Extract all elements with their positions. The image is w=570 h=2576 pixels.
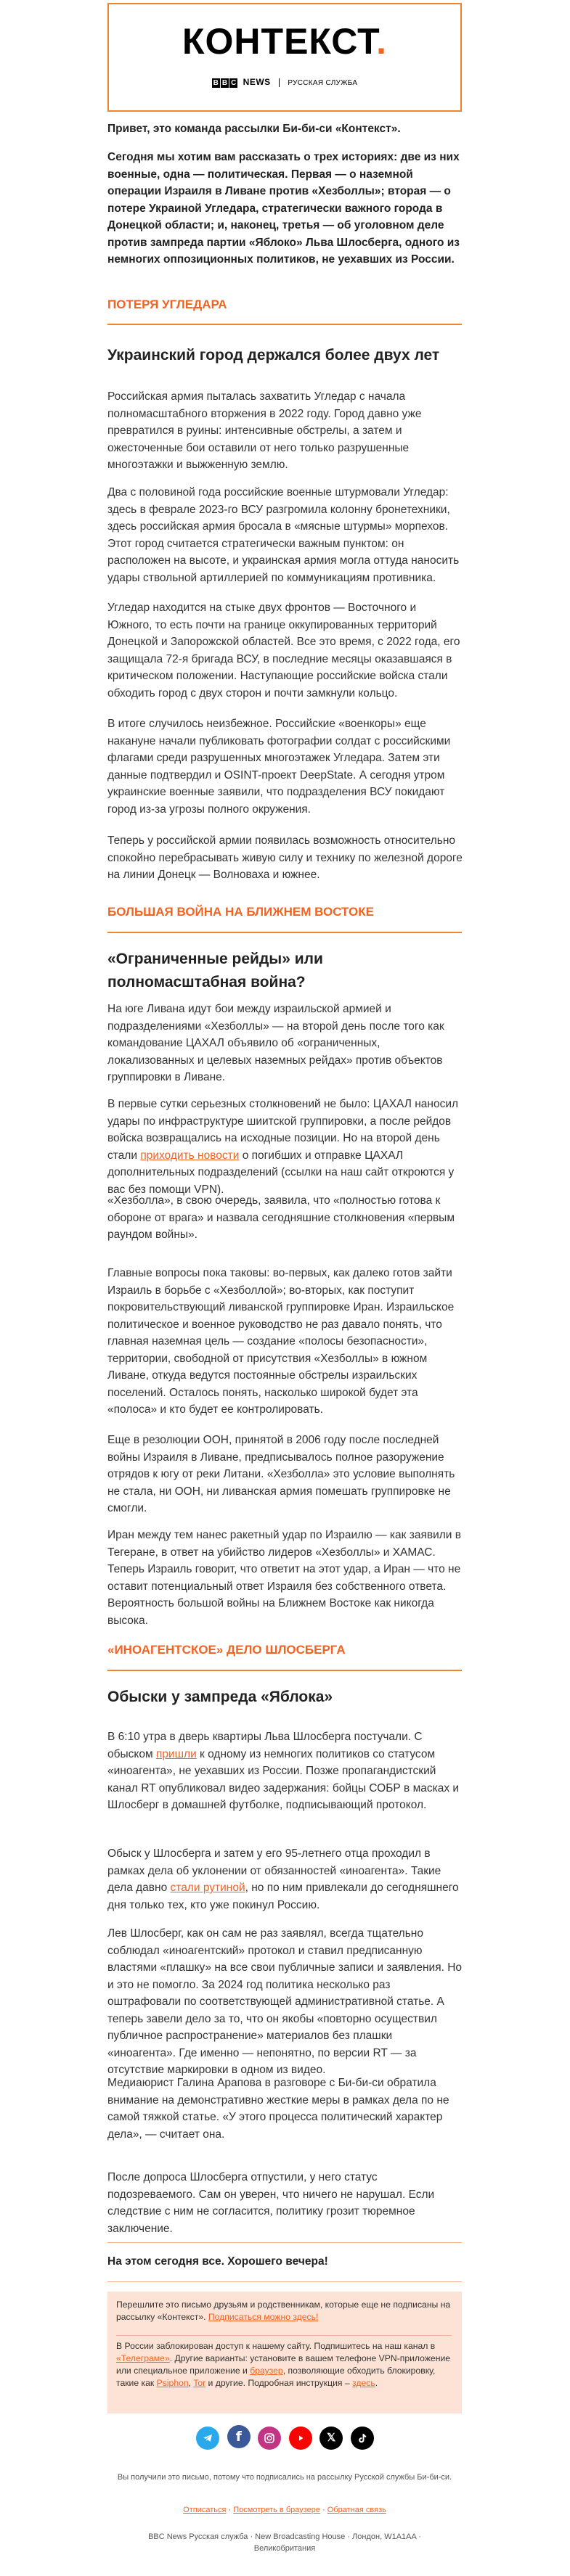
bbc-letter-c: C bbox=[231, 79, 237, 87]
instagram-icon[interactable] bbox=[258, 2427, 281, 2450]
paragraph: В 6:10 утра в дверь квартиры Льва Шлосберга постучали. С обыском пришли к одному из немногих политиков со статусом «иноагента», не уехавших из России. Позже пропагандистский канал RT опубликовал видео задержания: бойцы СОБР в масках и Шлосберг в домашней футболке, подписывающий протокол. bbox=[107, 1731, 460, 1811]
x-icon[interactable]: 𝕏 bbox=[319, 2427, 343, 2450]
paragraph: Иран между тем нанес ракетный удар по Израилю — как заявили в Тегеране, в ответ на убийство лидеров «Хезболлы» и ХАМАС. Теперь Израиль говорит, что ответит на этот удар, а Иран — что не оставит потенциальный ответ Израиля без собственного ответа. Вероятность большой войны на Ближнем Востоке как никогда высока. bbox=[107, 1529, 461, 1627]
paragraph: Российская армия пыталась захватить Угледар с начала полномасштабного вторжения в 2022 году. Город давно уже превратился в руины: интенсивные обстрелы, а затем и ожесточенные бои оставили от него только разрушенные многоэтажки и выжженную землю. bbox=[107, 390, 422, 471]
section-label-shlosberg: «ИНОАГЕНТСКОЕ» ДЕЛО ШЛОСБЕРГА bbox=[107, 1643, 346, 1657]
tiktok-icon[interactable] bbox=[351, 2427, 374, 2450]
tor-link[interactable]: Tor bbox=[193, 2378, 206, 2388]
paragraph: Медиаюрист Галина Арапова в разговоре с Би-би-си обратила внимание на демонстративно жесткие меры в рамках дела по не самой тяжкой статье. «У этого процесса политический характер дела», — считает она. bbox=[107, 2077, 449, 2141]
paragraph: В итоге случилось неизбежное. Российские «военкоры» еще накануне начали публиковать фотографии солдат с российскими флагами среди разрушенных многоэтажек Угледара. Затем эти данные подтвердил и OSINT-проект DeepState. А сегодня утром украинские военные заявили, что подразделения ВСУ покидают город из-за угрозы полного окружения. bbox=[107, 718, 451, 816]
logo-word: КОНТЕКСТ bbox=[182, 21, 377, 62]
greeting: Привет, это команда рассылки Би-би-си «Контекст». bbox=[107, 123, 401, 135]
logo-dot: . bbox=[376, 21, 387, 62]
subscribe-link[interactable]: Подписаться можно здесь! bbox=[208, 2312, 319, 2322]
telegram-link[interactable]: «Телеграме» bbox=[116, 2353, 170, 2363]
footer-address: BBC News Русская служба · New Broadcasting House · Лондон, W1A1AA · Великобритания bbox=[148, 2532, 421, 2553]
paragraph: Еще в резолюции ООН, принятой в 2006 году после последней войны Израиля в Ливане, предписывалось полное разоружение отрядов к югу от реки Литани. «Хезболла» это условие выполнять не стала, ни ООН, ни ливанская армия помешать группировке не смогли. bbox=[107, 1434, 455, 1514]
paragraph: Два с половиной года российские военные штурмовали Угледар: здесь в феврале 2023-го ВСУ разгромила колонну бронетехники, здесь российская армия бросала в «мясные штурмы» морпехов. Этот город считается стратегически важным пунктом: он расположен на высоте, и украинская армия могла оттуда наносить удары ствольной артиллерией по коммуникациям противника. bbox=[107, 486, 460, 584]
instructions-link[interactable]: здесь bbox=[352, 2378, 375, 2388]
service-name: РУССКАЯ СЛУЖБА bbox=[288, 79, 358, 87]
unsubscribe-link[interactable]: Отписаться bbox=[183, 2506, 227, 2514]
paragraph: Теперь у российской армии появилась возможность относительно спокойно перебрасывать живую силу и технику по железной дороге на линии Донецк — Волноваха и южнее. bbox=[107, 834, 463, 881]
came-link[interactable]: пришли bbox=[155, 1747, 197, 1760]
view-in-browser-link[interactable]: Посмотреть в браузере bbox=[233, 2506, 321, 2514]
feedback-link[interactable]: Обратная связь bbox=[327, 2506, 386, 2514]
youtube-icon[interactable] bbox=[289, 2427, 312, 2450]
telegram-icon[interactable] bbox=[196, 2427, 219, 2450]
routine-link[interactable]: стали рутиной bbox=[170, 1882, 245, 1894]
newsletter-header bbox=[107, 3, 462, 112]
social-icons bbox=[0, 2425, 570, 2450]
footer-links: Отписаться · Посмотреть в браузере · Обратная связь bbox=[183, 2506, 386, 2514]
headline-lebanon: «Ограниченные рейды» или полномасштабная война? bbox=[107, 951, 323, 990]
paragraph: В первые сутки серьезных столкновений не было: ЦАХАЛ наносил удары по инфраструктуре шиитской группировки, а после рейдов войска возвращались на исходные позиции. Но на второй день стали приходить новости о погибших и отправке ЦАХАЛ дополнительных подразделений (ссылки на наш сайт откроются у вас без помощи VPN). bbox=[107, 1098, 459, 1196]
news-link[interactable]: приходить новости bbox=[140, 1149, 240, 1162]
browser-link[interactable]: браузер bbox=[250, 2366, 283, 2376]
section-label-ugledar: ПОТЕРЯ УГЛЕДАРА bbox=[107, 298, 227, 311]
intro-summary: Сегодня мы хотим вам рассказать о трех историях: две из них военные, одна — политическая. Первая — о наземной операции Израиля в Ливане против «Хезболлы»; вторая — о потере Украиной Угледара, стратегически важного города в Донецкой области; и, наконец, третья — об уголовном деле против зампреда партии «Яблоко» Льва Шлосберга, одного из немногих оппозиционных политиков, не уехавших из России. bbox=[107, 151, 460, 266]
bbc-news-russian-logo bbox=[109, 77, 460, 88]
blocked-note: В России заблокирован доступ к нашему сайту. Подпишитесь на наш канал в «Телеграме». Другие варианты: установите в вашем телефоне VPN-приложение или специальное приложение и браузер, позволяющие обходить блокировку, такие как Psiphon, Tor и другие. Подробная инструкция – здесь. bbox=[116, 2341, 451, 2388]
facebook-icon[interactable]: f bbox=[227, 2425, 251, 2448]
forward-note: Перешлите это письмо друзьям и родственникам, которые еще не подписаны на рассылку «Контекст». Подписаться можно здесь! bbox=[116, 2300, 451, 2322]
paragraph: Лев Шлосберг, как он сам не раз заявлял, всегда тщательно соблюдал «иноагентский» протокол и ставил предписанную властями «плашку» на все свои публичные записи и заявления. Но и это не помогло. За 2024 год политика несколько раз оштрафовали по соответствующей административной статье. А теперь завели дело за то, что он якобы «повторно осуществил публичное распространение» материалов без плашки «иноагента». Где именно — непонятно, по версии RT — за отсутствие маркировки в одном из видео. bbox=[107, 1927, 463, 2076]
headline-shlosberg: Обыски у зампреда «Яблока» bbox=[107, 1689, 333, 1705]
paragraph: Главные вопросы пока таковы: во-первых, как далеко готов зайти Израиль в борьбе с «Хезболлой»; во-вторых, как поступит покровительствующий ливанской группировке Иран. Израильское политическое и военное руководство не раз давало понять, что главная наземная цель — создание «полосы безопасности», территории, свободной от присутствия «Хезболлы» в южном Ливане, откуда ведутся постоянные обстрелы израильских поселений. Осталось понять, насколько широкой будет эта «полоса» и кто будет ее контролировать. bbox=[107, 1267, 455, 1416]
section-label-middle-east: БОЛЬШАЯ ВОЙНА НА БЛИЖНЕМ ВОСТОКЕ bbox=[107, 905, 374, 919]
paragraph: Угледар находится на стыке двух фронтов — Восточного и Южного, то есть почти на границе оккупированных территорий Донецкой и Запорожской областей. Все это время, с 2022 года, его защищала 72-я бригада ВСУ, в последние месяцы оказавшаяся в критическом положении. Наступающие российские войска стали обходить город с двух сторон и почти замкнули кольцо. bbox=[107, 602, 460, 700]
bbc-letter-b1: B bbox=[213, 79, 219, 87]
paragraph: Обыск у Шлосберга и затем у его 95-летнего отца проходил в рамках дела об уклонении от обязанностей «иноагента». Такие дела давно стали рутиной, но по ним привлекали до сегодняшнего дня только тех, кто уже покинул Россию. bbox=[107, 1847, 459, 1911]
section-divider bbox=[107, 1670, 462, 1671]
psiphon-link[interactable]: Psiphon bbox=[156, 2378, 189, 2388]
footer-reason: Вы получили это письмо, потому что подписались на рассылку Русской службы Би-би-си. bbox=[117, 2473, 452, 2482]
farewell: На этом сегодня все. Хорошего вечера! bbox=[107, 2255, 328, 2268]
section-divider bbox=[107, 2242, 462, 2243]
paragraph: На юге Ливана идут бои между израильской армией и подразделениями «Хезболлы» — на второй день после того как командование ЦАХАЛ объявило об «ограниченных, локализованных и целевых наземных рейдах» против объектов группировки в Ливане. bbox=[107, 1003, 444, 1083]
kontekst-logo[interactable] bbox=[109, 20, 460, 62]
headline-ugledar: Украинский город держался более двух лет bbox=[107, 347, 440, 364]
section-divider bbox=[107, 2281, 462, 2282]
news-word: NEWS bbox=[243, 77, 271, 87]
paragraph: «Хезболла», в свою очередь, заявила, что «полностью готова к обороне от врага» и назвала сегодняшние столкновения «первым раундом войны». bbox=[107, 1194, 455, 1241]
paragraph: После допроса Шлосберга отпустили, у него статус подозреваемого. Сам он уверен, что ничего не нарушал. Если следствие с ним не согласится, политику грозит тюремное заключение. bbox=[107, 2171, 435, 2235]
section-divider bbox=[107, 932, 462, 933]
section-divider bbox=[107, 324, 462, 325]
divider bbox=[279, 78, 280, 87]
note-divider bbox=[116, 2335, 452, 2336]
bbc-letter-b2: B bbox=[221, 79, 228, 87]
